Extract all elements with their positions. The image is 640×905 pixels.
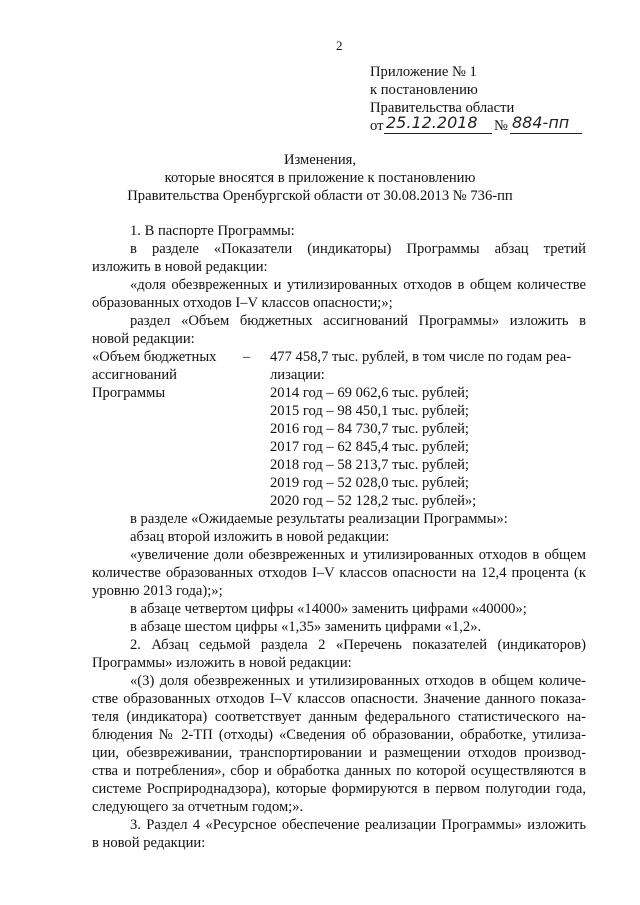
s2-line-a: 2. Абзац седьмой раздела 2 «Перечень показателей (индикаторов) [130, 637, 586, 653]
s2-quote-line: следующего за отчетным годом;». [92, 799, 304, 815]
table-left-line-3: Программы [92, 385, 166, 401]
appendix-line-1: Приложение № 1 [370, 64, 477, 80]
s2-quote-line: ства и потребления», сбор и обработка данных по которой осуществляются в [92, 763, 586, 779]
year-line: 2017 год – 62 845,4 тыс. рублей; [270, 439, 469, 455]
s1-p1-line-b: изложить в новой редакции: [92, 259, 268, 275]
s3-line-b: в новой редакции: [92, 835, 206, 851]
year-line: 2016 год – 84 730,7 тыс. рублей; [270, 421, 469, 437]
s1-q2-line-c: уровню 2013 года);»; [92, 583, 223, 599]
section-1-heading: 1. В паспорте Программы: [130, 223, 295, 239]
s1-p5: в абзаце четвертом цифры «14000» заменить цифрами «40000»; [130, 601, 527, 617]
s2-quote-line: системе Росприроднадзора), которые формируются в первом полугодии года, [92, 781, 586, 797]
s1-q2-line-b: количестве образованных отходов I–V классов опасности на 12,4 процента (к [92, 565, 586, 581]
year-line: 2014 год – 69 062,6 тыс. рублей; [270, 385, 469, 401]
title-line-3: Правительства Оренбургской области от 30.08.2013 № 736-пп [127, 188, 513, 204]
table-right-line-1: 477 458,7 тыс. рублей, в том числе по годам реа- [270, 349, 572, 365]
table-right-line-2: лизации: [270, 367, 325, 383]
year-line: 2020 год – 52 128,2 тыс. рублей»; [270, 493, 477, 509]
page-number: 2 [336, 38, 343, 53]
year-line: 2018 год – 58 213,7 тыс. рублей; [270, 457, 469, 473]
year-line: 2015 год – 98 450,1 тыс. рублей; [270, 403, 469, 419]
table-dash: – [243, 349, 251, 365]
date-underline [384, 133, 492, 134]
s1-q1-line-b: образованных отходов I–V классов опасности;»; [92, 295, 393, 311]
appendix-number-sign: № [494, 118, 508, 134]
table-left-line-1: «Объем бюджетных [92, 349, 217, 365]
year-line: 2019 год – 52 028,0 тыс. рублей; [270, 475, 469, 491]
s1-p2-line-b: новой редакции: [92, 331, 195, 347]
s2-quote-line: стве образованных отходов I–V классов опасности. Значение данного показа- [92, 691, 586, 707]
s1-p4: абзац второй изложить в новой редакции: [130, 529, 390, 545]
number-underline [510, 133, 582, 134]
s2-quote-line: «(3) доля обезвреженных и утилизированных отходов в общем количе- [130, 673, 586, 689]
title-line-2: которые вносятся в приложение к постановлению [164, 170, 476, 186]
s1-q1-line-a: «доля обезвреженных и утилизированных отходов в общем количестве [130, 277, 586, 293]
s2-quote-line: ции, обезвреживании, транспортировании и размещении отходов производ- [92, 745, 586, 761]
appendix-from-prefix: от [370, 118, 384, 134]
s2-quote-line: блюдения № 2-ТП (отходы) «Сведения об образовании, обработке, утилиза- [92, 727, 586, 743]
s1-p2-line-a: раздел «Объем бюджетных ассигнований Программы» изложить в [130, 313, 586, 329]
appendix-line-2: к постановлению [370, 82, 478, 98]
s1-p1-line-a: в разделе «Показатели (индикаторы) Программы абзац третий [130, 241, 586, 257]
appendix-line-3: Правительства области [370, 100, 515, 116]
table-left-line-2: ассигнований [92, 367, 177, 383]
appendix-number-handwritten: 884-пп [512, 113, 570, 132]
s3-line-a: 3. Раздел 4 «Ресурсное обеспечение реализации Программы» изложить [130, 817, 586, 833]
title-line-1: Изменения, [283, 152, 357, 168]
s1-q2-line-a: «увеличение доли обезвреженных и утилизированных отходов в общем [130, 547, 586, 563]
s1-p6: в абзаце шестом цифры «1,35» заменить цифрами «1,2». [130, 619, 482, 635]
s1-p3: в разделе «Ожидаемые результаты реализации Программы»: [130, 511, 508, 527]
appendix-date-handwritten: 25.12.2018 [386, 113, 478, 132]
s2-line-b: Программы» изложить в новой редакции: [92, 655, 352, 671]
s2-quote-line: теля (индикатора) соответствует данным федерального статистического на- [92, 709, 586, 725]
